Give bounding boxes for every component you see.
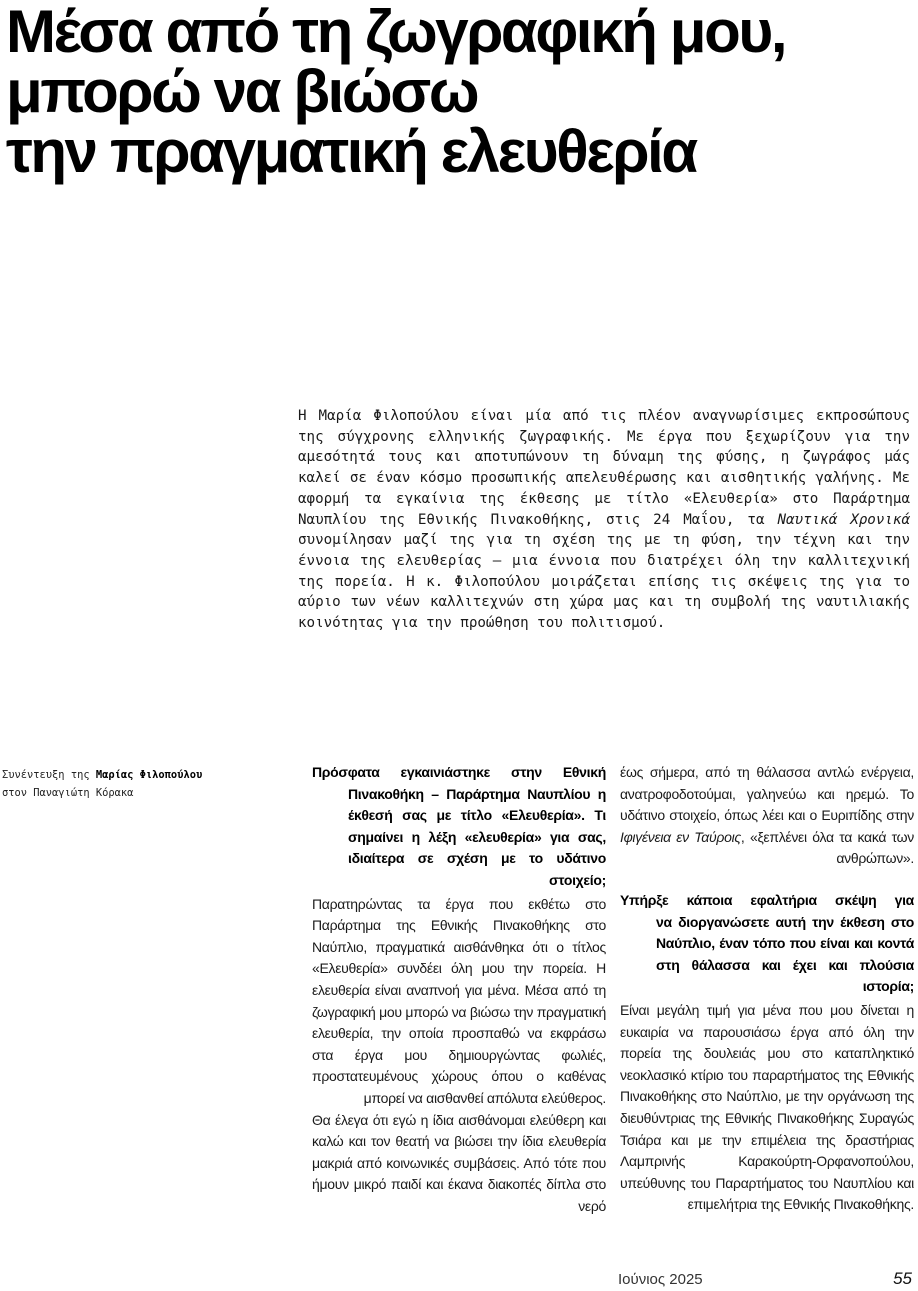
headline-line-2: μπορώ να βιώσω bbox=[6, 58, 478, 125]
lead-text-part-2: συνομίλησαν μαζί της για τη σχέση της με τη φύση, την τέχνη και την έννοια της ελευθερίας – μια έννοια που διατρέχει όλη την καλλιτεχνική της πορεία. Η κ. Φιλοπούλου μοιράζεται επίσης τις σκέψεις της για το αύριο των νέων καλλιτεχνών στη χώρα μας και τη συμβολή της ναυτιλιακής κοινότητας για την προώθηση του πολιτισμού. bbox=[298, 532, 910, 632]
lead-paragraph bbox=[298, 406, 910, 634]
magazine-name: Ναυτικά Χρονικά bbox=[777, 511, 911, 528]
question-1 bbox=[312, 762, 606, 892]
byline-prefix: Συνέντευξη της bbox=[2, 769, 90, 781]
page-number: 55 bbox=[893, 1269, 912, 1288]
answer-1-continuation-part-2: , «ξεπλένει όλα τα κακά των ανθρώπων». bbox=[740, 828, 914, 867]
byline-interviewer: στον Παναγιώτη Κόρακα bbox=[2, 787, 134, 799]
question-2-first-line: Υπήρξε κάποια εφαλτήρια σκέψη για bbox=[620, 891, 914, 908]
article-column-2 bbox=[620, 762, 914, 1216]
article-headline bbox=[6, 0, 911, 185]
answer-2-paragraph-1: Είναι μεγάλη τιμή για μένα που μου δίνεται η ευκαιρία να παρουσιάσω έργα από όλη την πορεία της δουλειάς μου στο καταπληκτικό νεοκλασικό κτίριο του παραρτήματος της Εθνικής Πινακοθήκης στο Ναύπλιο, με την οργάνωση της διευθύντριας της Εθνικής Πινακοθήκης Συραγώς Τσιάρα και με την επιμέλεια της δραστήριας Λαμπρινής Καρακούρτη-Ορφανοπούλου, υπεύθυνης του Παραρτήματος του Ναυπλίου και επιμελήτρια της Εθνικής Πινακοθήκης. bbox=[620, 1001, 914, 1213]
question-1-rest: Πινακοθήκη – Παράρτημα Ναυπλίου η έκθεσή σας με τίτλο «Ελευθερία». Τι σημαίνει η λέξη «ελευθερία» για σας, ιδιαίτερα σε σχέση με το υδάτινο στοιχείο; bbox=[348, 785, 606, 888]
byline-line-1 bbox=[2, 766, 282, 784]
paragraph-gap bbox=[620, 870, 914, 890]
lead-text-part-1: Η Μαρία Φιλοπούλου είναι μία από τις πλέον αναγνωρίσιμες εκπροσώπους της σύγχρονης ελληνικής ζωγραφικής. Με έργα που ξεχωρίζουν για την αμεσότητά τους και αποτυπώνουν τη δύναμη της φύσης, η ζωγράφος μάς καλεί σε έναν κόσμο προσωπικής απελευθέρωσης και αισθητικής γαλήνης. Με αφορμή τα εγκαίνια της έκθεσης με τίτλο «Ελευθερία» στο Παράρτημα Ναυπλίου της Εθνικής Πινακοθήκης, στις 24 Μαΐου, τα bbox=[298, 408, 910, 528]
answer-1-continuation-part-1: έως σήμερα, από τη θάλασσα αντλώ ενέργεια, ανατροφοδοτούμαι, γαληνεύω και ηρεμώ. Το υδάτινο στοιχείο, όπως λέει και ο Ευριπίδης στην bbox=[620, 764, 914, 824]
interviewee-name: Μαρίας Φιλοπούλου bbox=[95, 769, 203, 781]
answer-1-paragraph-2: Θα έλεγα ότι εγώ η ίδια αισθάνομαι ελεύθερη και καλώ και τον θεατή να βιώσει την ίδια ελευθερία μακριά από κοινωνικές συμβάσεις. Από τότε που ήμουν μικρό παιδί και έκανα διακοπές δίπλα στο νερό bbox=[312, 1111, 606, 1214]
issue-date: Ιούνιος 2025 bbox=[618, 1271, 703, 1288]
play-title: Ιφιγένεια εν Ταύροις bbox=[620, 828, 741, 845]
byline bbox=[2, 766, 282, 802]
question-2-rest: να διοργανώσετε αυτή την έκθεση στο Ναύπλιο, έναν τόπο που είναι και κοντά στη θάλασσα και έχει και πλούσια ιστορία; bbox=[656, 913, 914, 995]
headline-line-1: Μέσα από τη ζωγραφική μου, bbox=[6, 0, 786, 65]
answer-1-paragraph-1: Παρατηρώντας τα έργα που εκθέτω στο Παράρτημα της Εθνικής Πινακοθήκης στο Ναύπλιο, πραγματικά αισθάνθηκα ότι ο τίτλος «Ελευθερία» συνδέει όλη μου την πορεία. Η ελευθερία είναι αναπνοή για μένα. Μέσα από τη ζωγραφική μου μπορώ να βιώσω την πραγματική ελευθερία, την οποία προσπαθώ να εκφράσω στα έργα μου δημιουργώντας φωλιές, προστατευμένους χώρους όπου ο καθένας μπορεί να αισθανθεί απόλυτα ελεύθερος. bbox=[312, 895, 606, 1106]
article-column-1 bbox=[312, 762, 606, 1217]
headline-line-3: την πραγματική ελευθερία bbox=[6, 118, 696, 185]
question-1-first-line: Πρόσφατα εγκαινιάστηκε στην Εθνική bbox=[312, 764, 606, 780]
answer-1-continuation bbox=[620, 762, 914, 870]
question-2 bbox=[620, 890, 914, 998]
